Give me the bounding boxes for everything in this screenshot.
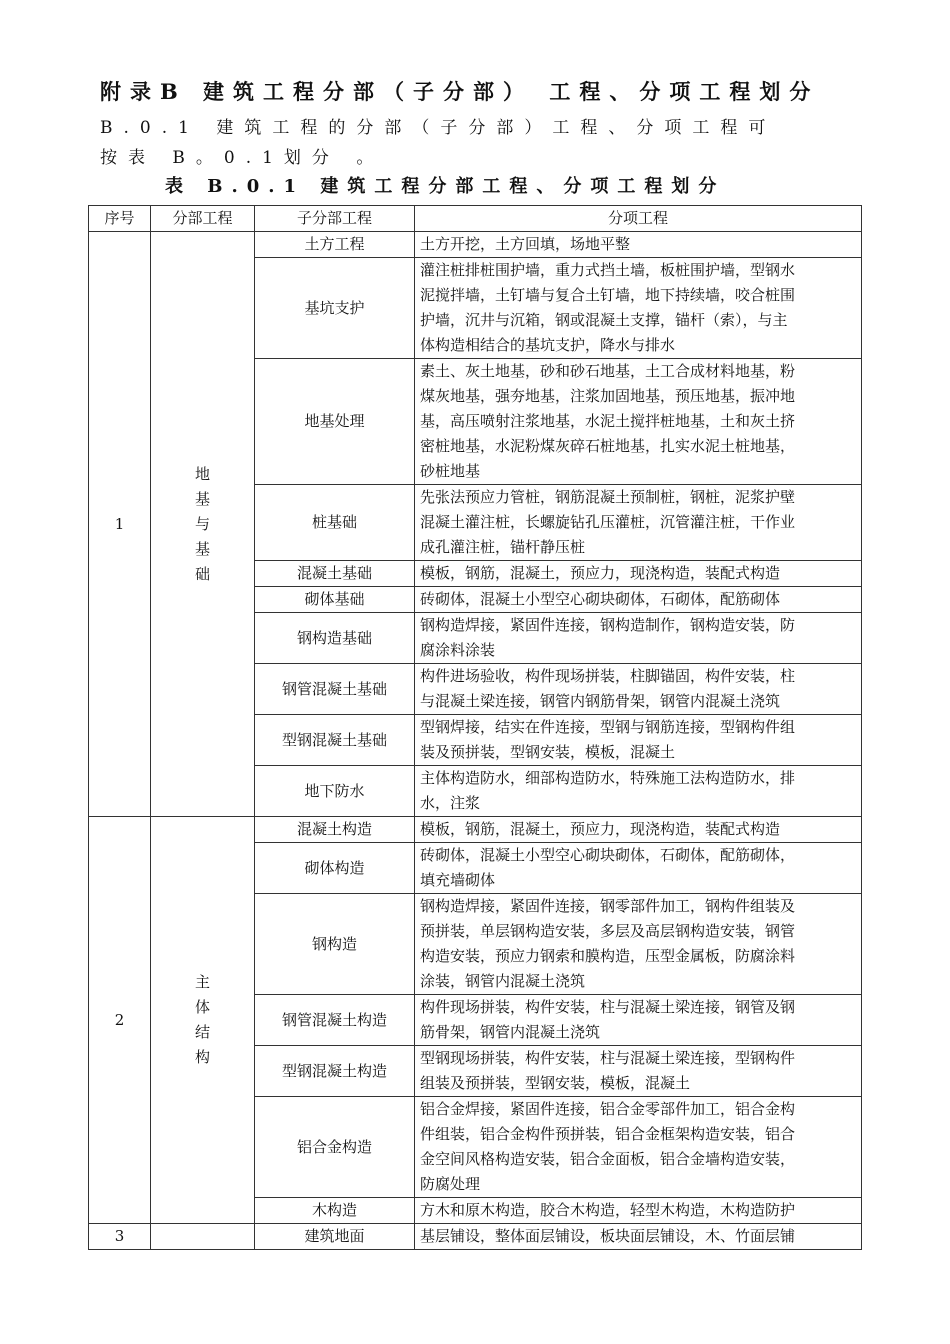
items-line: 构造安装，预应力钢索和膜构造，压型金属板，防腐涂料 [420,947,796,965]
table-caption: 表 B.0.1 建筑工程分部工程、分项工程划分 [165,176,726,197]
items-line: 模板，钢筋，混凝土，预应力，现浇构造，装配式构造 [420,820,781,838]
division-char: 地 [194,464,210,483]
items-cell [415,485,862,561]
items-line: 钢构造焊接，紧固件连接，钢零部件加工，钢构件组装及 [420,897,796,915]
subdivision-cell: 地基处理 [255,359,415,485]
header-no: 序号 [89,206,151,232]
items-line: 方木和原木构造，胶合木构造，轻型木构造，木构造防护 [420,1201,796,1219]
items-line: 密桩地基，水泥粉煤灰碎石桩地基，扎实水泥土桩地基， [420,437,796,455]
items-cell [415,715,862,766]
table-row [89,1224,862,1250]
items-line: 护墙，沉井与沉箱，钢或混凝土支撑，锚杆（索），与主 [420,311,788,329]
subdivision-cell: 混凝土基础 [255,561,415,587]
table-header-row [89,206,862,232]
subdivision-cell: 混凝土构造 [255,817,415,843]
items-cell [415,1046,862,1097]
items-line: 泥搅拌墙，土钉墙与复合土钉墙，地下持续墙，咬合桩围 [420,286,796,304]
items-cell [415,995,862,1046]
division-cell [151,1224,255,1250]
items-line: 砂桩地基 [420,462,481,480]
division-char: 结 [194,1023,210,1041]
items-cell [415,1224,862,1250]
subdivision-cell: 土方工程 [255,232,415,258]
items-line: 砖砌体，混凝土小型空心砌块砌体，石砌体，配筋砌体 [420,590,781,608]
subdivision-cell: 钢管混凝土基础 [255,664,415,715]
table-row [89,232,862,258]
items-line: 主体构造防水，细部构造防水，特殊施工法构造防水，排 [420,769,796,787]
items-line: 模板，钢筋，混凝土，预应力，现浇构造，装配式构造 [420,564,781,582]
items-cell [415,817,862,843]
subdivision-cell: 桩基础 [255,485,415,561]
items-cell [415,664,862,715]
subdivision-cell: 砌体构造 [255,843,415,894]
subdivision-cell: 型钢混凝土基础 [255,715,415,766]
items-cell [415,359,862,485]
items-line: 组装及预拼装，型钢安装，模板，混凝土 [420,1074,691,1092]
subdivision-cell: 型钢混凝土构造 [255,1046,415,1097]
items-cell [415,258,862,359]
items-line: 混凝土灌注桩，长螺旋钻孔压灌桩，沉管灌注桩，干作业 [420,513,796,531]
subdivision-cell: 砌体基础 [255,587,415,613]
items-line: 件组装，铝合金构件预拼装，铝合金框架构造安装，铝合 [420,1125,796,1143]
items-line: 煤灰地基，强夯地基，注浆加固地基，预压地基，振冲地 [420,387,796,405]
items-line: 涂装，钢管内混凝土浇筑 [420,972,586,990]
items-cell [415,561,862,587]
division-cell [151,817,255,1224]
items-cell [415,232,862,258]
subdivision-cell: 建筑地面 [255,1224,415,1250]
division-char: 构 [194,1048,210,1066]
table-row [89,817,862,843]
items-line: 钢构造焊接，紧固件连接，钢构造制作，钢构造安装，防 [420,616,796,634]
items-line: 型钢焊接，结实在件连接，型钢与钢筋连接，型钢构件组 [420,718,796,736]
division-char: 主 [194,973,210,991]
items-cell [415,613,862,664]
items-line: 砖砌体，混凝土小型空心砌块砌体，石砌体，配筋砌体， [420,846,796,864]
subdivision-cell: 地下防水 [255,766,415,817]
items-line: 装及预拼装，型钢安装，模板，混凝土 [420,743,676,761]
items-line: 成孔灌注桩，锚杆静压桩 [420,538,586,556]
items-line: 预拼装，单层钢构造安装，多层及高层钢构造安装，钢管 [420,922,796,940]
items-line: 基层铺设，整体面层铺设，板块面层铺设，木、竹面层铺 [420,1227,796,1245]
division-char: 基 [194,539,210,558]
division-char: 与 [194,514,210,533]
items-line: 构件现场拼装，构件安装，柱与混凝土梁连接，钢管及钢 [420,998,796,1016]
items-cell [415,843,862,894]
row-number-cell: 1 [89,232,151,817]
clause-text-line-1: B.0.1 建筑工程的分部（子分部）工程、分项工程可 [100,118,777,138]
items-line: 体构造相结合的基坑支护，降水与排水 [420,336,676,354]
items-cell [415,766,862,817]
items-line: 先张法预应力管桩，钢筋混凝土预制桩，钢桩，泥浆护壁 [420,488,796,506]
items-cell [415,894,862,995]
items-line: 土方开挖，土方回填，场地平整 [420,235,631,253]
header-division: 分部工程 [151,206,255,232]
subdivision-cell: 铝合金构造 [255,1097,415,1198]
subdivision-cell: 钢构造基础 [255,613,415,664]
items-cell [415,1198,862,1224]
row-number-cell: 2 [89,817,151,1224]
clause-text-line-2: 按表 B。0.1划分 。 [100,148,385,168]
subdivision-cell: 钢构造 [255,894,415,995]
items-cell [415,587,862,613]
row-number-cell: 3 [89,1224,151,1250]
division-char: 础 [194,564,210,583]
items-line: 水，注浆 [420,794,481,812]
items-line: 素土、灰土地基，砂和砂石地基，土工合成材料地基，粉 [420,362,796,380]
items-line: 填充墙砌体 [420,871,496,889]
items-line: 金空间风格构造安装，铝合金面板，铝合金墙构造安装， [420,1150,796,1168]
subdivision-cell: 木构造 [255,1198,415,1224]
items-line: 与混凝土梁连接，钢管内钢筋骨架，钢管内混凝土浇筑 [420,692,781,710]
division-char: 基 [194,489,210,508]
division-table [88,205,862,1250]
appendix-title: 附录B 建筑工程分部（子分部） 工程、分项工程划分 [100,79,820,104]
items-line: 基，高压喷射注浆地基，水泥土搅拌桩地基，土和灰土挤 [420,412,796,430]
items-line: 腐涂料涂装 [420,641,496,659]
header-subdivision: 子分部工程 [255,206,415,232]
items-line: 灌注桩排桩围护墙，重力式挡土墙，板桩围护墙，型钢水 [420,261,796,279]
subdivision-cell: 基坑支护 [255,258,415,359]
items-line: 防腐处理 [420,1175,481,1193]
division-char: 体 [194,998,210,1016]
items-line: 铝合金焊接，紧固件连接，铝合金零部件加工，铝合金构 [420,1100,796,1118]
items-line: 型钢现场拼装，构件安装，柱与混凝土梁连接，型钢构件 [420,1049,796,1067]
subdivision-cell: 钢管混凝土构造 [255,995,415,1046]
header-items: 分项工程 [415,206,862,232]
items-cell [415,1097,862,1198]
items-line: 筋骨架，钢管内混凝土浇筑 [420,1023,601,1041]
division-cell [151,232,255,817]
items-line: 构件进场验收，构件现场拼装，柱脚锚固，构件安装，柱 [420,667,796,685]
